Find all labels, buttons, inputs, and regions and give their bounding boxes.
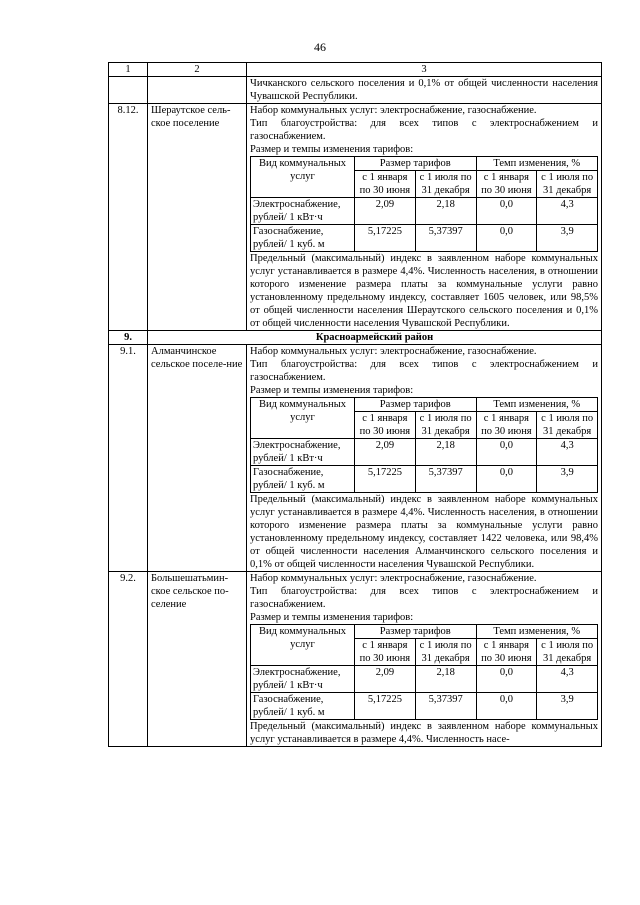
services-text: Набор коммунальных услуг: электроснабжение, газоснабжение. xyxy=(250,573,537,584)
tariff-rate-1: 0,0 xyxy=(476,466,537,493)
tariff-size-2: 5,37397 xyxy=(415,225,476,252)
settlement-name: Большешатьмин-ское сельское по-селение xyxy=(148,572,247,747)
tariff-size-1: 2,09 xyxy=(355,666,416,693)
period-2-header: с 1 июля по 31 декабря xyxy=(537,412,598,439)
settlement-row xyxy=(109,345,602,572)
tariff-row xyxy=(251,693,598,720)
tariff-rate-1: 0,0 xyxy=(476,666,537,693)
index-text: Предельный (максимальный) индекс в заявленном наборе коммунальных услуг устанавливается в размере 4,4%. Численность насе- xyxy=(250,721,598,745)
tariff-heading: Размер и темпы изменения тарифов: xyxy=(250,612,414,623)
period-2-header: с 1 июля по 31 декабря xyxy=(415,639,476,666)
tariff-rate-2: 4,3 xyxy=(537,198,598,225)
improvement-text: Тип благоустройства: для всех типов с электроснабжением и газоснабжением. xyxy=(250,118,598,142)
period-1-header: с 1 января по 30 июня xyxy=(476,171,537,198)
settlement-number: 8.12. xyxy=(109,104,148,331)
tariff-document-table xyxy=(108,62,602,747)
tariff-header-row xyxy=(251,625,598,639)
size-header: Размер тарифов xyxy=(355,157,477,171)
period-1-header: с 1 января по 30 июня xyxy=(476,639,537,666)
tariff-size-2: 2,18 xyxy=(415,439,476,466)
period-1-header: с 1 января по 30 июня xyxy=(355,171,416,198)
index-text: Предельный (максимальный) индекс в заявленном наборе коммунальных услуг устанавливается в размере 4,4%. Численность населения, в отношении которого изменение размера платы за коммунальные услуги равно установленному предельному индексу, составляет 1605 человек, или 98,5% от общей численности населения Шераутского сельского поселения и 0,1% от общей численности населения Чувашской Республики. xyxy=(250,253,598,329)
tariff-row xyxy=(251,198,598,225)
tariff-size-2: 2,18 xyxy=(415,666,476,693)
settlement-row xyxy=(109,572,602,747)
rate-header: Темп изменения, % xyxy=(476,157,598,171)
tariff-table xyxy=(250,624,598,720)
settlement-details xyxy=(247,572,602,747)
tariff-size-1: 2,09 xyxy=(355,439,416,466)
column-header-3: 3 xyxy=(247,63,602,77)
tariff-table xyxy=(250,397,598,493)
district-row xyxy=(109,331,602,345)
tariff-rate-2: 3,9 xyxy=(537,693,598,720)
settlement-name: Шераутское сель-ское поселение xyxy=(148,104,247,331)
settlement-number: 9.2. xyxy=(109,572,148,747)
tariff-rate-2: 4,3 xyxy=(537,666,598,693)
index-text: Предельный (максимальный) индекс в заявленном наборе коммунальных услуг устанавливается в размере 4,4%. Численность населения, в отношении которого изменение размера платы за коммунальные услуги равно установленному предельному индексу, составляет 1422 человека, или 98,4% от общей численности населения Алманчинского сельского поселения и 0,1% от общей численности населения Чувашской Республики. xyxy=(250,494,598,570)
tariff-service: Электроснабжение, рублей/ 1 кВт·ч xyxy=(251,198,355,225)
period-2-header: с 1 июля по 31 декабря xyxy=(537,639,598,666)
kind-header: Вид коммунальных услуг xyxy=(251,157,355,198)
services-text: Набор коммунальных услуг: электроснабжение, газоснабжение. xyxy=(250,346,537,357)
rows-group-2 xyxy=(109,345,602,747)
tariff-row xyxy=(251,466,598,493)
period-2-header: с 1 июля по 31 декабря xyxy=(415,171,476,198)
tariff-service: Газоснабжение, рублей/ 1 куб. м xyxy=(251,225,355,252)
tariff-service: Электроснабжение, рублей/ 1 кВт·ч xyxy=(251,439,355,466)
tariff-size-1: 5,17225 xyxy=(355,466,416,493)
tariff-size-2: 5,37397 xyxy=(415,693,476,720)
district-name: Красноармейский район xyxy=(148,331,602,345)
continuation-row xyxy=(109,77,602,104)
tariff-size-1: 5,17225 xyxy=(355,693,416,720)
tariff-service: Газоснабжение, рублей/ 1 куб. м xyxy=(251,693,355,720)
tariff-header-row xyxy=(251,398,598,412)
settlement-number: 9.1. xyxy=(109,345,148,572)
settlement-row xyxy=(109,104,602,331)
kind-header: Вид коммунальных услуг xyxy=(251,625,355,666)
tariff-table xyxy=(250,156,598,252)
tariff-rate-1: 0,0 xyxy=(476,693,537,720)
rate-header: Темп изменения, % xyxy=(476,398,598,412)
tariff-rate-1: 0,0 xyxy=(476,439,537,466)
tariff-row xyxy=(251,225,598,252)
tariff-rate-2: 4,3 xyxy=(537,439,598,466)
tariff-header-row xyxy=(251,157,598,171)
tariff-rate-1: 0,0 xyxy=(476,225,537,252)
page-number: 46 xyxy=(314,40,326,54)
rows-group-1 xyxy=(109,104,602,331)
tariff-rate-2: 3,9 xyxy=(537,466,598,493)
tariff-size-1: 2,09 xyxy=(355,198,416,225)
tariff-size-1: 5,17225 xyxy=(355,225,416,252)
tariff-service: Газоснабжение, рублей/ 1 куб. м xyxy=(251,466,355,493)
settlement-details xyxy=(247,345,602,572)
tariff-row xyxy=(251,439,598,466)
services-text: Набор коммунальных услуг: электроснабжение, газоснабжение. xyxy=(250,105,537,116)
tariff-service: Электроснабжение, рублей/ 1 кВт·ч xyxy=(251,666,355,693)
kind-header: Вид коммунальных услуг xyxy=(251,398,355,439)
continuation-text: Чичканского сельского поселения и 0,1% от общей численности населения Чувашской Республики. xyxy=(247,77,602,104)
period-1-header: с 1 января по 30 июня xyxy=(476,412,537,439)
tariff-size-2: 2,18 xyxy=(415,198,476,225)
tariff-size-2: 5,37397 xyxy=(415,466,476,493)
settlement-name: Алманчинское сельское поселе-ние xyxy=(148,345,247,572)
column-header-2: 2 xyxy=(148,63,247,77)
rate-header: Темп изменения, % xyxy=(476,625,598,639)
tariff-rate-1: 0,0 xyxy=(476,198,537,225)
improvement-text: Тип благоустройства: для всех типов с электроснабжением и газоснабжением. xyxy=(250,586,598,610)
tariff-rate-2: 3,9 xyxy=(537,225,598,252)
period-2-header: с 1 июля по 31 декабря xyxy=(537,171,598,198)
district-number: 9. xyxy=(109,331,148,345)
column-header-row xyxy=(109,63,602,77)
size-header: Размер тарифов xyxy=(355,625,477,639)
column-header-1: 1 xyxy=(109,63,148,77)
tariff-heading: Размер и темпы изменения тарифов: xyxy=(250,144,414,155)
tariff-row xyxy=(251,666,598,693)
tariff-heading: Размер и темпы изменения тарифов: xyxy=(250,385,414,396)
settlement-details xyxy=(247,104,602,331)
size-header: Размер тарифов xyxy=(355,398,477,412)
period-2-header: с 1 июля по 31 декабря xyxy=(415,412,476,439)
period-1-header: с 1 января по 30 июня xyxy=(355,412,416,439)
improvement-text: Тип благоустройства: для всех типов с электроснабжением и газоснабжением. xyxy=(250,359,598,383)
period-1-header: с 1 января по 30 июня xyxy=(355,639,416,666)
